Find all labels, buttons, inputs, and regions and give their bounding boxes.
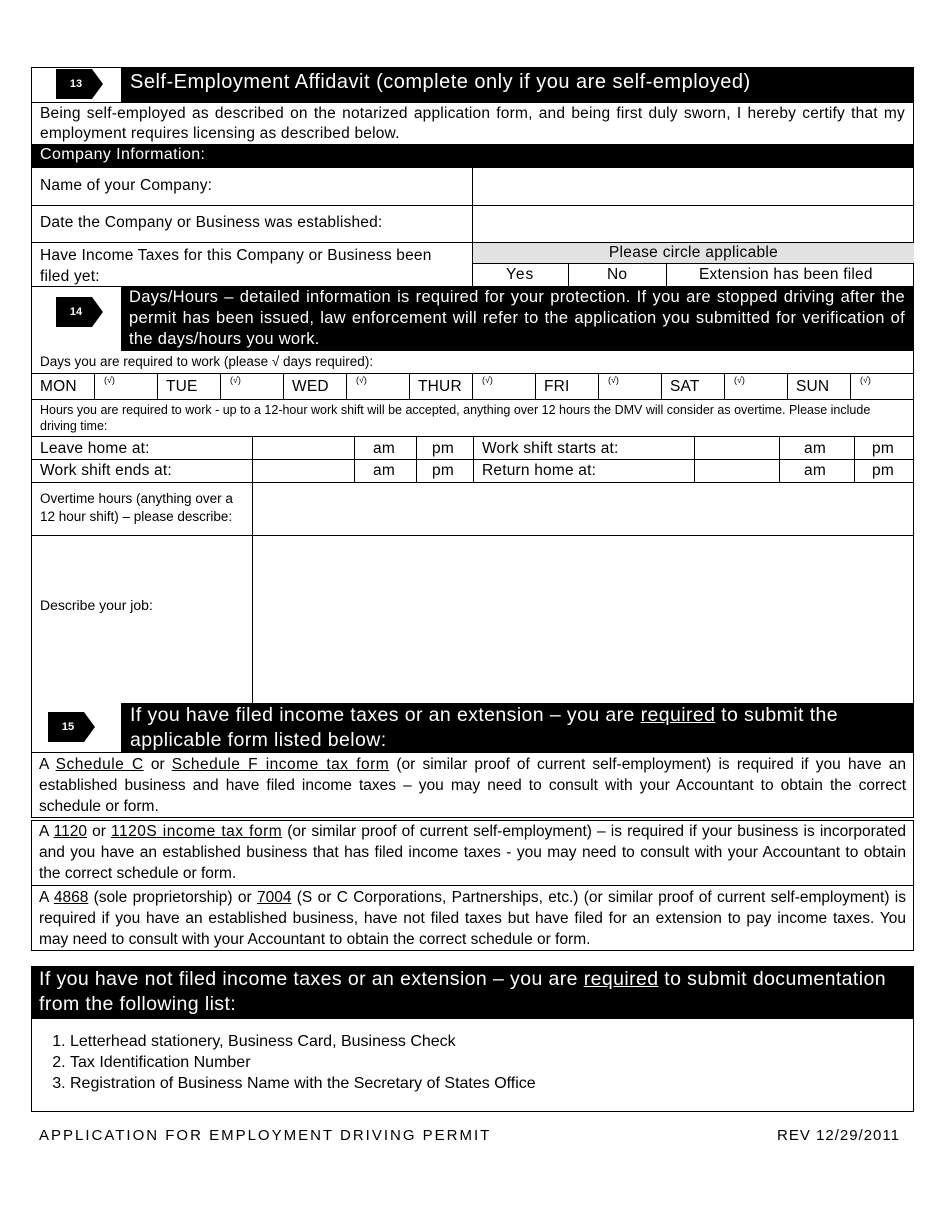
shift-starts-pm[interactable]: pm — [872, 440, 894, 457]
hours-label-row: Hours you are required to work - up to a 12-hour work shift will be accepted, anything over 12 hours the DMV will consider as overtime. Please include driving time: — [31, 399, 914, 437]
return-home-field[interactable] — [695, 460, 778, 482]
day-sat: SAT — [670, 378, 700, 395]
shift-starts-field[interactable] — [695, 437, 778, 459]
checkbox-wed[interactable]: (√) — [356, 375, 367, 385]
section15-header — [31, 703, 914, 753]
footer-title: APPLICATION FOR EMPLOYMENT DRIVING PERMIT — [39, 1127, 492, 1144]
list-item: 3. Registration of Business Name with the Secretary of States Office — [70, 1073, 913, 1094]
taxes-filed-label: Have Income Taxes for this Company or Business been filed yet: — [40, 247, 432, 285]
date-established-field[interactable] — [473, 206, 914, 242]
shift-starts-label: Work shift starts at: — [482, 440, 619, 457]
leave-home-field[interactable] — [253, 437, 353, 459]
checkbox-mon[interactable]: (√) — [104, 375, 115, 385]
shift-starts-am[interactable]: am — [804, 440, 826, 457]
not-filed-title: If you have not filed income taxes or an extension – you are required to submit documentation from the following list: — [39, 968, 886, 1015]
option-yes[interactable]: Yes — [506, 266, 535, 283]
checkbox-fri[interactable]: (√) — [608, 375, 619, 385]
option-no[interactable]: No — [607, 266, 628, 283]
certify-text: Being self-employed as described on the notarized application form, and being first duly sworn, I hereby certify that my employment requires licensing as described below. — [31, 102, 914, 145]
section13-header — [31, 67, 914, 102]
leave-home-label: Leave home at: — [40, 440, 150, 457]
option-extension[interactable]: Extension has been filed — [699, 266, 873, 283]
shift-ends-label: Work shift ends at: — [40, 462, 172, 479]
day-mon: MON — [40, 378, 77, 395]
list-item: 1. Letterhead stationery, Business Card, Business Check — [70, 1031, 913, 1052]
day-sun: SUN — [796, 378, 830, 395]
checkbox-thur[interactable]: (√) — [482, 375, 493, 385]
day-wed: WED — [292, 378, 329, 395]
date-established-label: Date the Company or Business was established: — [40, 214, 383, 231]
overtime-field[interactable] — [253, 483, 914, 535]
company-name-label: Name of your Company: — [40, 177, 213, 194]
shift-ends-am[interactable]: am — [373, 462, 395, 479]
days-row — [31, 373, 914, 400]
circle-applicable-bar: Please circle applicable — [473, 243, 914, 264]
shift-ends-field[interactable] — [253, 460, 353, 482]
return-home-am[interactable]: am — [804, 462, 826, 479]
days-label-row: Days you are required to work (please √ days required): — [31, 351, 914, 374]
schedule-c-paragraph: A Schedule C or Schedule F income tax form (or similar proof of current self-employment) is required if you have an established business and have filed income taxes – you may need to consult with your Accountant to obtain the correct schedule or form. — [31, 752, 914, 818]
not-filed-header — [31, 966, 914, 1019]
describe-job-label: Describe your job: — [40, 597, 153, 613]
section14-header — [31, 287, 914, 351]
overtime-label: Overtime hours (anything over a 12 hour shift) – please describe: — [40, 491, 233, 524]
times-table — [31, 436, 914, 483]
checkbox-sat[interactable]: (√) — [734, 375, 745, 385]
company-table — [31, 168, 914, 287]
company-info-header: Company Information: — [31, 145, 914, 168]
return-home-pm[interactable]: pm — [872, 462, 894, 479]
checkbox-sun[interactable]: (√) — [860, 375, 871, 385]
footer-revision: REV 12/29/2011 — [777, 1127, 900, 1144]
shift-ends-pm[interactable]: pm — [432, 462, 454, 479]
list-item: 2. Tax Identification Number — [70, 1052, 913, 1073]
describe-job-field[interactable] — [253, 536, 914, 705]
overtime-job-table — [31, 482, 914, 704]
checkbox-tue[interactable]: (√) — [230, 375, 241, 385]
company-name-field[interactable] — [473, 168, 914, 205]
return-home-label: Return home at: — [482, 462, 597, 479]
form-1120-paragraph: A 1120 or 1120S income tax form (or similar proof of current self-employment) – is required if your business is incorporated and you have an established business that has filed income taxes - you may need to consult with your Accountant to obtain the correct schedule or form. — [31, 820, 914, 886]
leave-home-am[interactable]: am — [373, 440, 395, 457]
section14-title: Days/Hours – detailed information is required for your protection. If you are stopped driving after the permit has been issued, law enforcement will refer to the application you submitted for verification of the days/hours you work. — [129, 288, 905, 348]
leave-home-pm[interactable]: pm — [432, 440, 454, 457]
section-14-badge: 14 — [56, 297, 102, 327]
documentation-list-box — [31, 1018, 914, 1112]
section13-title: Self-Employment Affidavit (complete only if you are self-employed) — [130, 71, 751, 93]
day-tue: TUE — [166, 378, 198, 395]
section-13-badge: 13 — [56, 69, 102, 99]
form-4868-paragraph: A 4868 (sole proprietorship) or 7004 (S or C Corporations, Partnerships, etc.) (or similar proof of current self-employment) is required if you have an established business, have not filed taxes but have filed for an extension to pay income taxes. You may need to consult with your Accountant to obtain the correct schedule or form. — [31, 885, 914, 951]
day-fri: FRI — [544, 378, 570, 395]
day-thur: THUR — [418, 378, 462, 395]
section-15-badge: 15 — [48, 712, 94, 742]
section15-title: If you have filed income taxes or an extension – you are required to submit the applicable form listed below: — [130, 704, 839, 751]
